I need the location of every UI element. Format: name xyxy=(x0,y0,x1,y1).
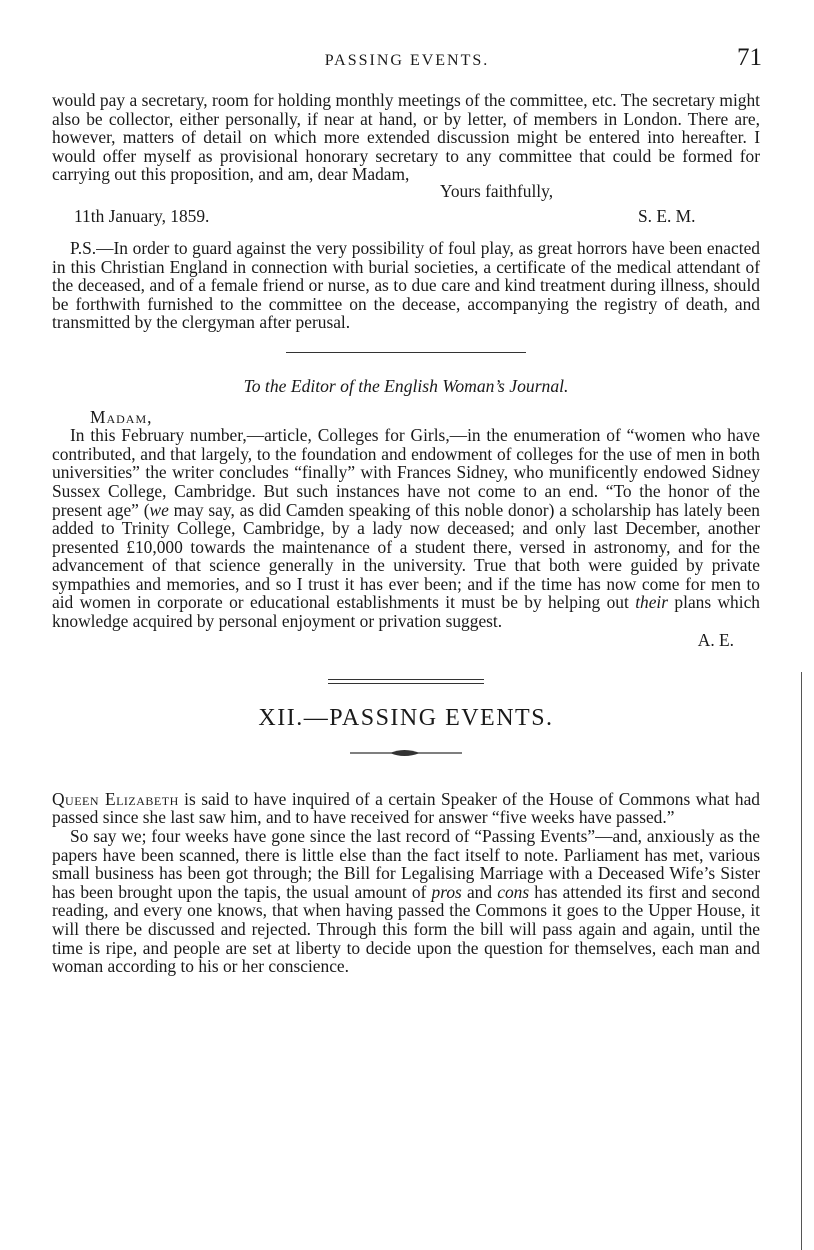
section-divider-rule xyxy=(286,352,526,353)
letter1-date-row xyxy=(52,207,760,229)
letter1-initials: S. E. M. xyxy=(638,205,696,226)
scan-margin-line xyxy=(801,672,802,1250)
double-rule-bottom xyxy=(328,683,484,687)
letter2-body-part2: may say, as did Camden speaking of this noble donor) a scholarship has lately been added to Trinity College, Cambridge, by a lady now deceased; and only last December, another presented £10,000 towards the maintenance of a student there, versed in astronomy, and for the advancement of that science generally in the university. True that both were guided by private sympathies and memories, and so I trust it has ever been; and if the time has now come for men to aid women in corporate or educational establishments it must be by helping out xyxy=(52,499,761,613)
section-p1-smallcaps: Queen Elizabeth xyxy=(52,788,179,809)
page-body xyxy=(52,91,760,976)
letter2-body-their: their xyxy=(635,592,669,613)
page-header xyxy=(52,44,762,74)
letter2-body-part3: plans which knowledge acquired by personal enjoyment or privation suggest. xyxy=(52,592,761,632)
page-number: 71 xyxy=(737,44,762,71)
letter2-body xyxy=(52,426,760,631)
letter1-postscript: P.S.—In order to guard against the very possibility of foul play, as great horrors have been enacted in this Christian England in connection with burial societies, a certificate of the medical attendant of the deceased, and of a female friend or nurse, as to due care and kind treatment during illness, should be forthwith furnished to the committee on the decease, accompanying the registry of death, and transmitted by the clergyman after perusal. xyxy=(52,237,760,333)
running-head: PASSING EVENTS. xyxy=(324,52,490,69)
letter1-body: would pay a secretary, room for holding monthly meetings of the committee, etc. The secretary might also be collector, either personally, if near at hand, or by letter, of members in London. There are, however, matters of detail on which more extended discussion might be entered into hereafter. I would offer myself as provisional honorary secretary to any committee that could be formed for carrying out this proposition, and am, dear Madam, xyxy=(52,90,760,185)
letter1-closing: Yours faithfully, xyxy=(440,180,554,201)
letter1-date: 11th January, 1859. xyxy=(74,205,210,226)
section-p1-rest: is said to have inquired of a certain Speaker of the House of Commons what had passed since she last saw him, and to have received for answer “five weeks have passed.” xyxy=(52,788,760,828)
letter2-body-we: we xyxy=(149,499,169,520)
letter2-body-part1: In this February number,—article, Colleges for Girls,—in the enumeration of “women who have contributed, and that largely, to the foundation and endowment of colleges for the use of men in both universities” the writer concludes “finally” with Frances Sidney, who munificently endowed Sidney Sussex College, Cambridge. But such instances have not come to an end. “To the honor of the present age” ( xyxy=(52,425,760,520)
section-p2-and: and xyxy=(461,881,498,902)
section-p2-pros: pros xyxy=(431,881,462,902)
section-p2-part1: So say we; four weeks have gone since the last record of “Passing Events”—and, anxiously as the papers have been scanned, there is little else than the fact itself to note. Parliament has met, various small business has been got through; the Bill for Legalising Marriage with a Deceased Wife’s Sister has been brought upon the tapis, the usual amount of xyxy=(52,826,760,902)
section-paragraph-2 xyxy=(52,827,760,976)
section-p2-cons: cons xyxy=(497,881,530,902)
letter2-heading: To the Editor of the English Woman’s Journal. xyxy=(243,375,569,396)
double-rule xyxy=(328,679,484,687)
section-p2-part2: has attended its first and second reading, and every one knows, that when having passed the Commons it goes to the Upper House, it will there be discussed and rejected. Through this form the bill will pass again and again, until the time is ripe, and people are set at liberty to decide upon the question for themselves, each man and woman according to his or her conscience. xyxy=(52,881,760,977)
ornament-divider-icon xyxy=(346,746,466,760)
letter2-salutation: Madam, xyxy=(90,406,153,427)
section-paragraph-1 xyxy=(52,790,760,827)
letter1-closing-row xyxy=(52,180,760,203)
section-title: XII.—PASSING EVENTS. xyxy=(258,705,554,732)
letter2-signature: A. E. xyxy=(697,629,734,650)
